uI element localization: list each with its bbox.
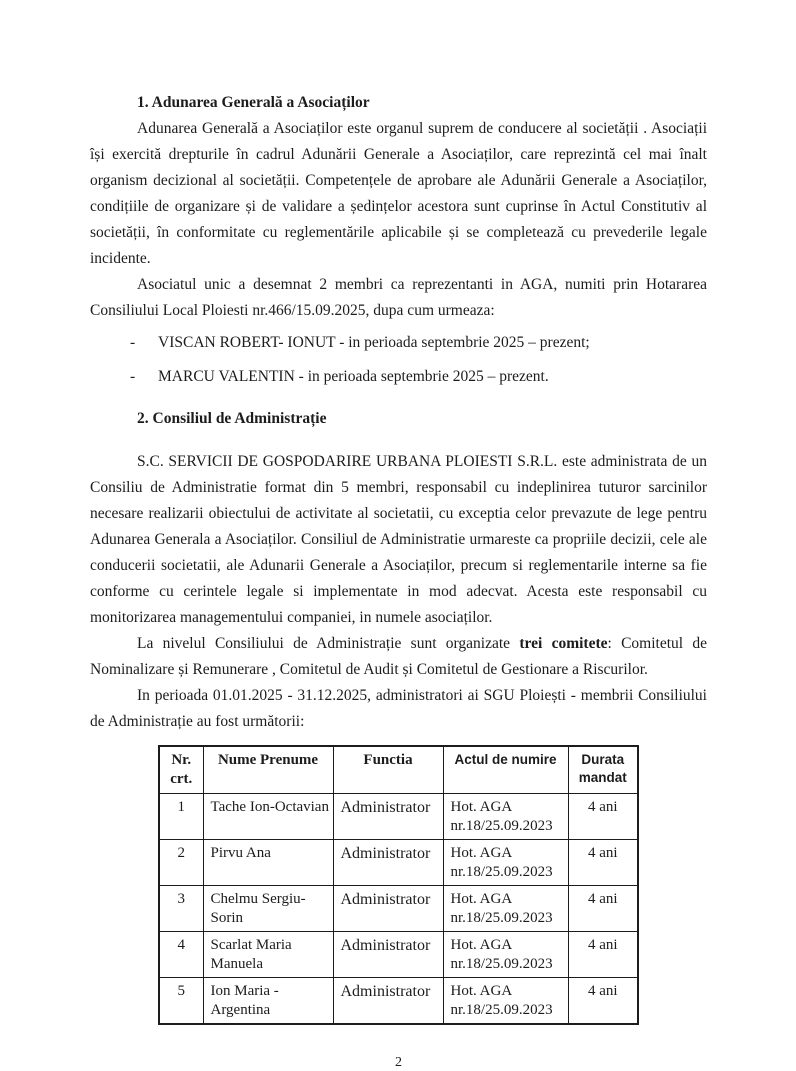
cell-nr: 5 xyxy=(159,978,203,1025)
cell-function: Administrator xyxy=(333,978,443,1025)
aga-representatives-list xyxy=(90,330,707,390)
cell-duration: 4 ani xyxy=(568,932,638,978)
cell-duration: 4 ani xyxy=(568,840,638,886)
act-line-2: nr.18/25.09.2023 xyxy=(450,864,553,880)
header-cell-nume-prenume: Nume Prenume xyxy=(203,746,333,794)
act-line-2: nr.18/25.09.2023 xyxy=(450,1002,553,1018)
page-number: 2 xyxy=(395,1055,402,1070)
cell-name: Ion Maria - Argentina xyxy=(203,978,333,1025)
paragraph-text: La nivelul Consiliului de Administrație sunt organizate xyxy=(137,635,520,652)
act-line-2: nr.18/25.09.2023 xyxy=(450,956,553,972)
header-cell-durata-mandat: Durata mandat xyxy=(568,746,638,794)
table-row xyxy=(159,794,638,840)
cell-nr: 2 xyxy=(159,840,203,886)
cell-function: Administrator xyxy=(333,794,443,840)
cell-duration: 4 ani xyxy=(568,886,638,932)
paragraph-text: : Comitetul de Nominalizare și Remunerare , Comitetul de Audit și Comitetul de Gestionare a Riscurilor. xyxy=(90,635,707,678)
act-line-1: Hot. AGA xyxy=(450,845,513,861)
list-item xyxy=(90,330,707,356)
act-line-1: Hot. AGA xyxy=(450,983,513,999)
act-line-2: nr.18/25.09.2023 xyxy=(450,910,553,926)
act-line-1: Hot. AGA xyxy=(450,799,513,815)
table-row xyxy=(159,886,638,932)
act-line-2: nr.18/25.09.2023 xyxy=(450,818,553,834)
cell-duration: 4 ani xyxy=(568,794,638,840)
list-item xyxy=(90,364,707,390)
cell-duration: 4 ani xyxy=(568,978,638,1025)
cell-nr: 1 xyxy=(159,794,203,840)
section-1-paragraph-2: Asociatul unic a desemnat 2 membri ca reprezentanti in AGA, numiti prin Hotararea Consiliului Local Ploiesti nr.466/15.09.2025, dupa cum urmeaza: xyxy=(90,276,707,319)
dash-bullet: - xyxy=(130,334,136,351)
cell-function: Administrator xyxy=(333,886,443,932)
section-2-heading: 2. Consiliul de Administrație xyxy=(137,410,327,427)
act-line-1: Hot. AGA xyxy=(450,891,513,907)
cell-act xyxy=(443,978,568,1025)
table-row xyxy=(159,840,638,886)
cell-function: Administrator xyxy=(333,932,443,978)
section-2-paragraph-3: In perioada 01.01.2025 - 31.12.2025, administratori ai SGU Ploiești - membrii Consiliului de Administrație au fost următorii: xyxy=(90,687,707,730)
section-1-heading: 1. Adunarea Generală a Asociaților xyxy=(137,94,370,111)
emphasis-trei-comitete: trei comitete xyxy=(519,635,608,652)
cell-nr: 4 xyxy=(159,932,203,978)
section-2-paragraph-2 xyxy=(90,631,707,683)
section-1-paragraph-1: Adunarea Generală a Asociaților este organul suprem de conducere al societății . Asociații își exercită drepturile în cadrul Adunării Generale a Asociaților, care reprezintă cel mai înalt organism decizional al societății. Competențele de aprobare ale Adunării Generale a Asociaților, condițiile de organizare și de validare a ședințelor acestora sunt cuprinse în Actul Constitutiv al societății, în conformitate cu reglementările aplicabile și se completează cu prevederile legale incidente. xyxy=(90,120,707,267)
cell-nr: 3 xyxy=(159,886,203,932)
cell-name: Chelmu Sergiu-Sorin xyxy=(203,886,333,932)
table-row xyxy=(159,932,638,978)
cell-name: Tache Ion-Octavian xyxy=(203,794,333,840)
list-item-text: VISCAN ROBERT- IONUT - in perioada septembrie 2025 – prezent; xyxy=(158,334,590,351)
cell-act xyxy=(443,794,568,840)
cell-function: Administrator xyxy=(333,840,443,886)
table-header-row xyxy=(159,746,638,794)
list-item-text: MARCU VALENTIN - in perioada septembrie 2025 – prezent. xyxy=(158,368,549,385)
header-cell-functia: Functia xyxy=(333,746,443,794)
cell-name: Pirvu Ana xyxy=(203,840,333,886)
cell-act xyxy=(443,886,568,932)
section-2-paragraph-1: S.C. SERVICII DE GOSPODARIRE URBANA PLOIESTI S.R.L. este administrata de un Consiliu de Administratie format din 5 membri, responsabil cu indeplinirea tuturor sarcinilor necesare realizarii obiectului de activitate al societatii, cu exceptia celor prevazute de lege pentru Adunarea Generala a Asociaților. Consiliul de Administratie urmareste ca propriile decizii, cele ale conducerii societatii, ale Adunarii Generale a Asociaților, precum si reglementarile interne sa fie conforme cu cerintele legale si implementate in mod adecvat. Acesta este responsabil cu monitorizarea managementului companiei, in numele asociaților. xyxy=(90,453,707,626)
header-cell-actul-de-numire: Actul de numire xyxy=(443,746,568,794)
header-cell-nr-crt: Nr. crt. xyxy=(159,746,203,794)
act-line-1: Hot. AGA xyxy=(450,937,513,953)
cell-name: Scarlat Maria Manuela xyxy=(203,932,333,978)
table-row xyxy=(159,978,638,1025)
cell-act xyxy=(443,840,568,886)
cell-act xyxy=(443,932,568,978)
administrators-table xyxy=(158,745,639,1025)
dash-bullet: - xyxy=(130,368,136,385)
